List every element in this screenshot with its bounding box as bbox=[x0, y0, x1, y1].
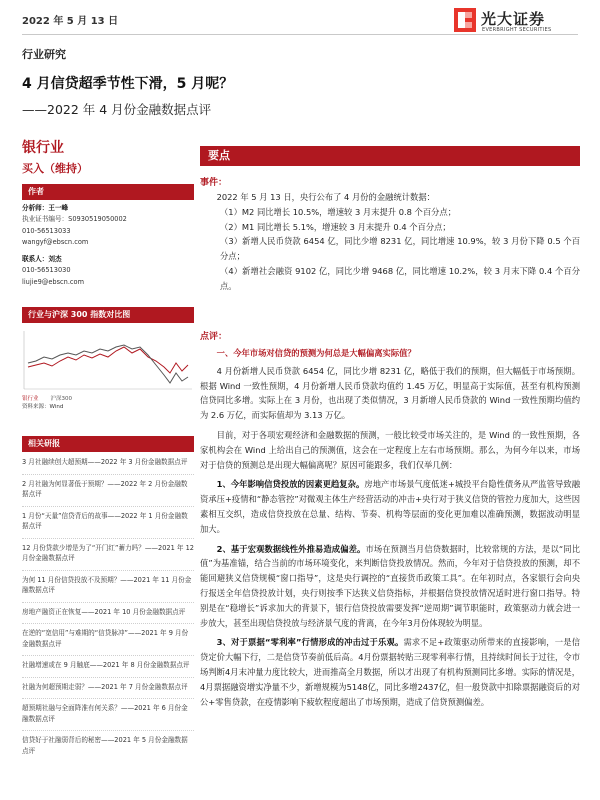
report-title: 4 月信贷超季节性下滑，5 月呢？ bbox=[22, 76, 234, 92]
related-reports-section bbox=[22, 436, 194, 762]
event-label: 事件： bbox=[200, 178, 228, 188]
related-report-item[interactable]: 房地产融资正在恢复——2021 年 10 月份金融数据点评 bbox=[22, 607, 186, 616]
brand-name-en: EVERBRIGHT SECURITIES bbox=[482, 27, 552, 33]
related-report-item[interactable]: 在逆的“宽信用”与难期的“信贷脉冲”——2021 年 9 月份金融数据点评 bbox=[22, 629, 189, 648]
reason-one: 1、今年影响信贷投放的因素更趋复杂。房地产市场景气度低迷+城投平台隐性债务从严监管导致融资承压+疫情和“静态管控”对微观主体生产经营活动的冲击+央行对于狭义信贷的管控力度加大，这些因素相互交织，造成信贷投放在总量、结构、节奏、机构等层面的变化更加难以准确预测，数据波动明显加大。 bbox=[200, 479, 580, 534]
brand-name: 光大证券 bbox=[481, 10, 546, 28]
paragraph: 4 月份新增人民币贷款 6454 亿，同比少增 8231 亿，略低于我们的预期，但大幅低于市场预期。根据 Wind 一致性预期，4 月份新增人民币贷款均值约 1.45 万亿，明显高于实际值，甚至有机构预测信贷同比多增。实际上在 3 月份，也出现了类似情况，3 月新增人民币贷款的 Wind 一致性预期均值约为 2.6 万亿，而实际值却为 3.13 万亿。 bbox=[200, 365, 580, 421]
contact-email[interactable]: liujie9@ebscn.com bbox=[22, 277, 85, 286]
authors-heading: 作者 bbox=[22, 184, 194, 200]
analyst-cert: 执业证书编号：S0930519050002 bbox=[22, 215, 127, 224]
related-report-item[interactable]: 12 月份贷款少增是为了“开门红”蓄力吗？——2021 年 12 月份金融数据点评 bbox=[22, 543, 194, 562]
report-category: 行业研究 bbox=[22, 48, 66, 61]
key-points-heading: 要点 bbox=[200, 146, 580, 166]
paragraph: 目前，对于各项宏观经济和金融数据的预测，一般比较受市场关注的，是 Wind 的一致性预期，各家机构会在 Wind 上给出自己的预测值，这会在一定程度上左右市场预期。那么，为何今年以来，市场对于信贷的预测总是出现大幅偏离呢？原因可能跟多，我们仅举几例： bbox=[200, 429, 580, 470]
event-intro: 2022 年 5 月 13 日，央行公布了 4 月份的金融统计数据： bbox=[216, 192, 435, 202]
industry-name: 银行业 bbox=[22, 140, 64, 156]
related-report-item[interactable]: 为何 11 月份信贷投放不及预期？——2021 年 11 月份金融数据点评 bbox=[22, 575, 192, 594]
contact-phone: 010-56513030 bbox=[22, 266, 71, 275]
related-heading: 相关研报 bbox=[22, 436, 194, 452]
everbright-logo-icon bbox=[454, 8, 476, 32]
related-report-item[interactable]: 2 月社融为何显著低于预期？——2022 年 2 月份金融数据点评 bbox=[22, 479, 188, 498]
chart-section bbox=[22, 307, 194, 412]
event-section bbox=[200, 175, 580, 294]
related-report-item[interactable]: 信贷好于社融弱背后的秘密——2021 年 5 月份金融数据点评 bbox=[22, 736, 188, 755]
header-divider bbox=[22, 34, 578, 35]
analyst-phone: 010-56513033 bbox=[22, 226, 71, 235]
event-item: （2）M1 同比增长 5.1%，增速较 3 月末提升 0.4 个百分点； bbox=[220, 221, 451, 232]
event-item: （4）新增社会融资 9102 亿，同比少增 9468 亿，同比增速 10.2%，较 3 月末下降 0.4 个百分点。 bbox=[220, 265, 580, 291]
index-comparison-chart bbox=[22, 327, 194, 395]
report-date: 2022 年 5 月 13 日 bbox=[22, 16, 119, 27]
authors-section bbox=[22, 184, 194, 288]
related-report-item[interactable]: 3 月社融续创大超预期——2022 年 3 月份金融数据点评 bbox=[22, 458, 188, 466]
reason-three: 3、对于票据“零利率”行情形成的冲击过于乐观。需求不足+政策驱动所带来的直接影响，一是信贷定价大幅下行，二是信贷节奏前低后高。4月份票据转贴三现零利率行情，且持续时间长于过往，令市场判断4月末冲量力度比较大，进而推高全月数据，所以才出现了有机构预测同比多增。实际的情况是，4月票据融资增实净量不少，新增规模为5148亿，同比多增2437亿，但一般贷款中扣除票据融资后的对公+零售贷款，在疫情影响下疲软程度超出了市场预期，造成了信贷预测偏差。 bbox=[200, 637, 580, 707]
event-item: （3）新增人民币贷款 6454 亿，同比少增 8231 亿，同比增速 10.9%，较 3 月份下降 0.5 个百分点； bbox=[220, 236, 580, 262]
event-item: （1）M2 同比增长 10.5%，增速较 3 月末提升 0.8 个百分点； bbox=[220, 206, 457, 217]
report-subtitle: ——2022 年 4 月份金融数据点评 bbox=[22, 102, 212, 117]
related-report-item[interactable]: 社融增速或在 9 月触底——2021 年 8 月份金融数据点评 bbox=[22, 661, 190, 669]
related-report-item[interactable]: 超预期社融与全面降准有何关系？——2021 年 6 月份金融数据点评 bbox=[22, 704, 188, 723]
analyst-email[interactable]: wangyf@ebscn.com bbox=[22, 237, 89, 246]
related-report-item[interactable]: 1 月份“天量”信贷背后的故事——2022 年 1 月份金融数据点评 bbox=[22, 511, 188, 530]
chart-heading: 行业与沪深 300 指数对比图 bbox=[22, 307, 194, 323]
legend-hs300: 沪深300 bbox=[50, 396, 73, 402]
comment-label: 点评： bbox=[200, 332, 228, 342]
chart-source: 资料来源：Wind bbox=[22, 404, 64, 410]
rating-label: 买入（维持） bbox=[22, 162, 88, 175]
analyst-name: 分析师：王一峰 bbox=[22, 204, 69, 212]
legend-bank: 银行业 bbox=[22, 396, 39, 402]
chart-legend bbox=[22, 395, 194, 403]
related-report-item[interactable]: 社融为何超预期走弱？——2021 年 7 月份金融数据点评 bbox=[22, 682, 188, 691]
reason-two: 2、基于宏观数据线性外推易造成偏差。市场在预测当月信贷数据时，比较常规的方法，是以“同比值”为基准锚，结合当前的市场环境变化，来判断信贷投放情况。然而，今年对于信贷投放的预测，却不能回避狭义信贷规模“窗口指导”，这是央行调控的“直接货币政策工具”。在年初时点，各家银行会向央行报送全年信贷投放计划，央行则按季下达狭义信贷指标，并根据信贷投放情况适时进行窗口指导。特别是在“稳增长”诉求加大的背景下，银行信贷投放需要发挥“逆周期”调节职能时，政策驱动力就会进一步放大，甚至出现信贷投放与经济景气度的背离，在今年3月份体现较为明显。 bbox=[200, 543, 580, 628]
contact-name: 联系人：刘杰 bbox=[22, 255, 62, 264]
comment-section bbox=[200, 329, 580, 709]
section-one-heading: 一、今年市场对信贷的预测为何总是大幅偏离实际值？ bbox=[216, 348, 416, 358]
series-hs300-line bbox=[28, 345, 188, 383]
